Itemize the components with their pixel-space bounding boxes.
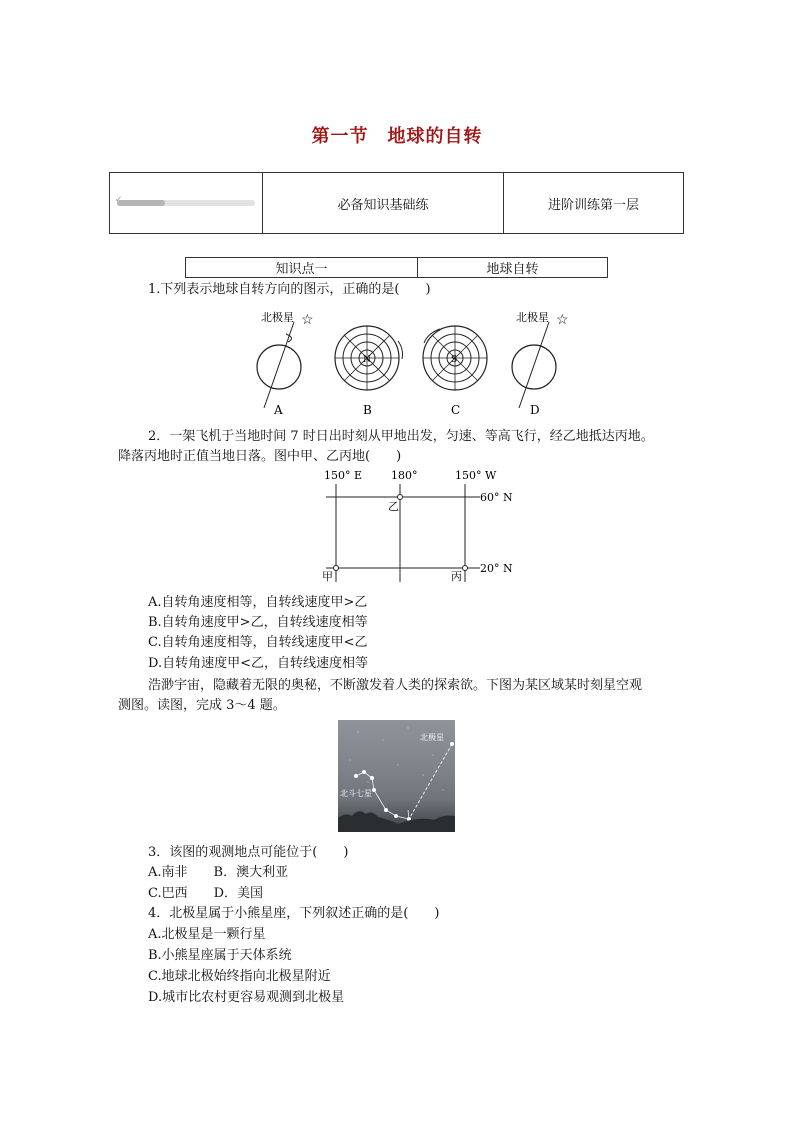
q3-text: 3．该图的观测地点可能位于( )	[148, 845, 349, 860]
q1-figure-b	[335, 326, 403, 417]
intro-line1: 浩渺宇宙，隐藏着无限的奥秘，不断激发着人类的探索欲。下图为某区域某时刻星空观	[148, 678, 643, 693]
photo-label-dipper: 北斗七星	[340, 789, 372, 798]
progress-track	[115, 195, 255, 206]
q3-options-line1: A.南非 B．澳大利亚	[148, 865, 289, 880]
q1-figure-d	[512, 310, 569, 417]
lat-label-20n: 20° N	[480, 562, 513, 575]
star-icon: ☆	[556, 312, 569, 328]
lon-label-180: 180°	[391, 469, 418, 482]
intro-line2: 测图。读图，完成 3～4 题。	[118, 698, 286, 713]
q1-text: 1.下列表示地球自转方向的图示，正确的是( )	[148, 282, 431, 297]
progress-fill	[117, 200, 165, 206]
lon-label-150e: 150° E	[324, 469, 363, 482]
option-a: A	[274, 403, 283, 417]
q2-line2: 降落丙地时正值当地日落。图中甲、乙丙地( )	[118, 449, 402, 464]
q4-option-d: D.城市比农村更容易观测到北极星	[148, 990, 345, 1005]
center-label-s: S	[451, 355, 458, 365]
q2-line1: 2．一架飞机于当地时间 7 时日出时刻从甲地出发，匀速、等高飞行，经乙地抵达丙地。	[148, 429, 654, 444]
progress-cell	[110, 173, 262, 233]
q4-option-a: A.北极星是一颗行星	[148, 927, 266, 942]
header-col3: 进阶训练第一层	[547, 197, 639, 213]
lon-label-150w: 150° W	[455, 469, 497, 482]
q2-map	[318, 466, 518, 584]
place-bing: 丙	[451, 570, 462, 583]
photo-label-polaris: 北极星	[420, 733, 444, 742]
place-yi: 乙	[388, 500, 399, 513]
q1-figure-c	[423, 326, 487, 417]
option-d: D	[530, 403, 540, 417]
q2-option-c: C.自转角速度相等，自转线速度甲<乙	[148, 635, 368, 650]
header-table	[109, 172, 684, 234]
option-b: B	[363, 403, 372, 417]
q4-text: 4．北极星属于小熊星座，下列叙述正确的是( )	[148, 906, 440, 921]
place-jia: 甲	[322, 570, 333, 583]
lat-label-60n: 60° N	[480, 491, 513, 504]
center-label-n: N	[363, 355, 371, 365]
polaris-label-a: 北极星	[261, 311, 294, 324]
q2-option-d: D.自转角速度甲<乙，自转线速度相等	[148, 656, 368, 671]
q4-option-b: B.小熊星座属于天体系统	[148, 948, 292, 963]
q1-diagram	[250, 305, 569, 420]
topic-point: 知识点一	[275, 262, 328, 277]
q2-option-b: B.自转角速度甲>乙，自转线速度相等	[148, 615, 368, 630]
pointer-line	[409, 744, 452, 819]
star-icon: ☆	[301, 312, 314, 328]
night-sky-photo	[338, 720, 455, 832]
polaris-label-d: 北极星	[516, 311, 549, 324]
option-c: C	[451, 403, 461, 417]
q3-options-line2: C.巴西 D．美国	[148, 886, 264, 901]
check-icon: ✓	[115, 195, 123, 205]
q2-option-a: A.自转角速度相等，自转线速度甲>乙	[148, 595, 368, 610]
page-title: 第一节 地球的自转	[311, 126, 483, 147]
topic-table	[185, 257, 608, 278]
q1-figure-a	[257, 310, 314, 417]
topic-name: 地球自转	[486, 262, 539, 277]
header-col2: 必备知识基础练	[337, 197, 429, 213]
q4-option-c: C.地球北极始终指向北极星附近	[148, 969, 331, 984]
